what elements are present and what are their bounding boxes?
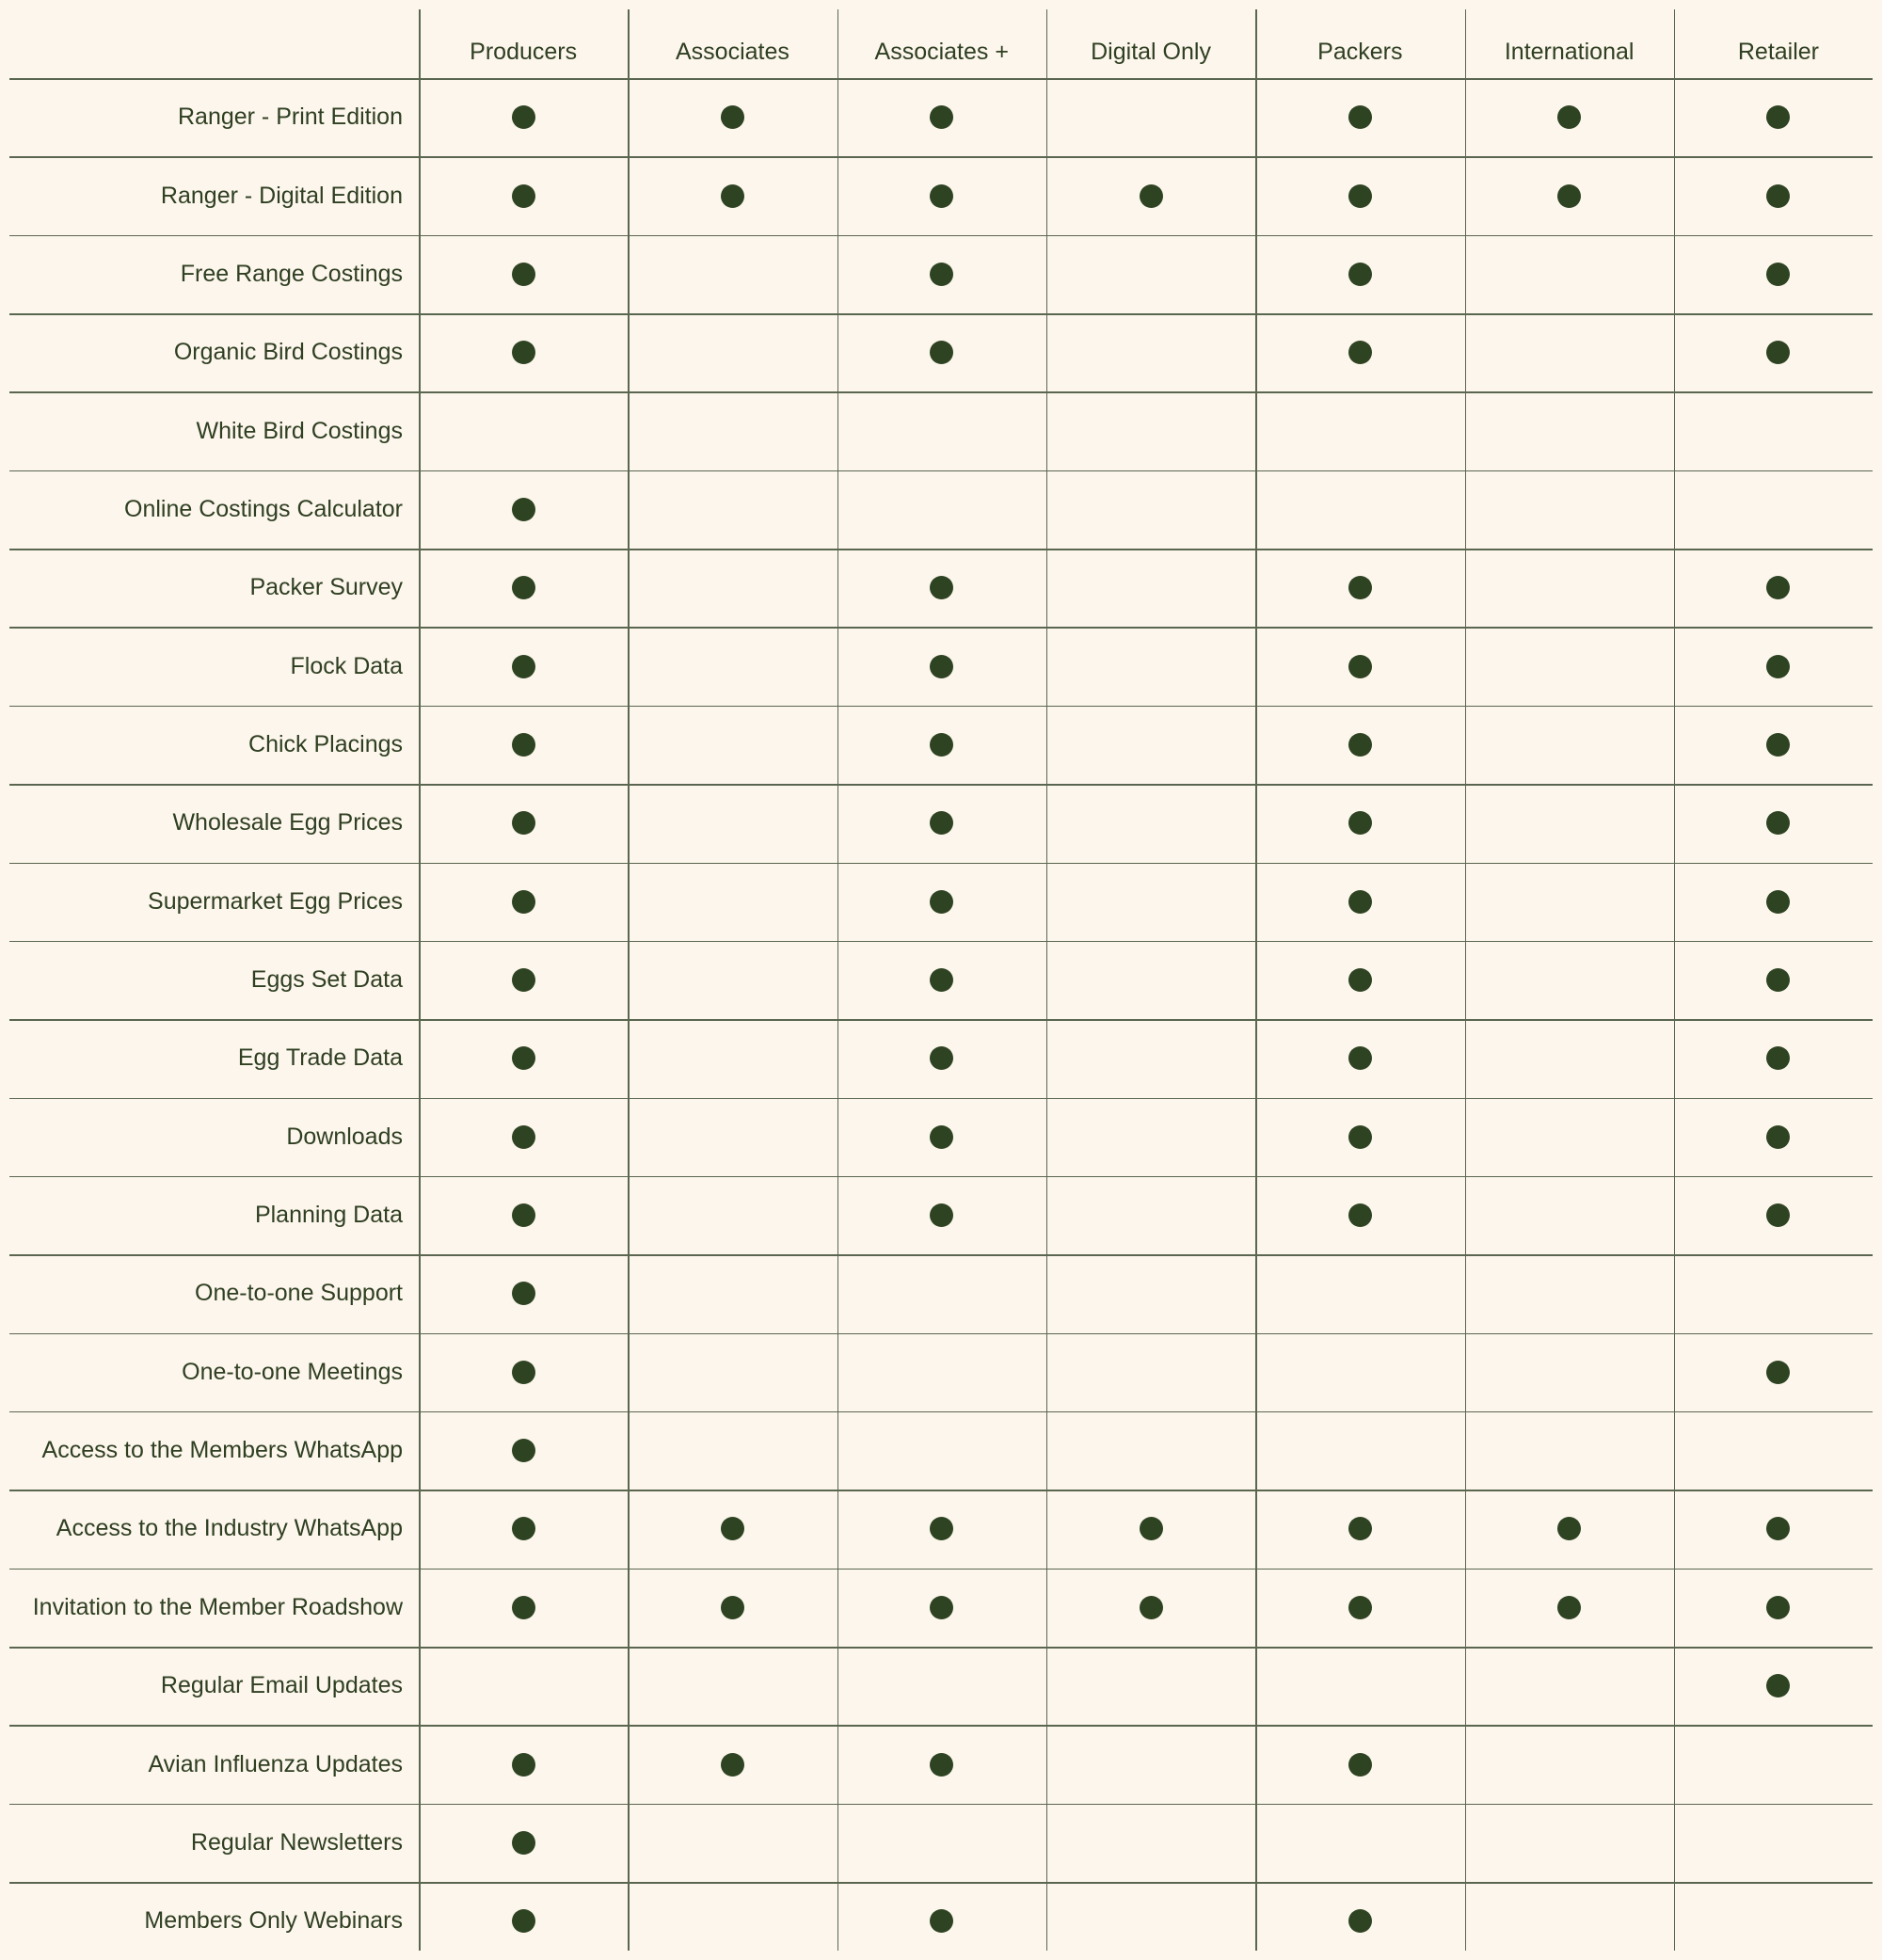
filled-circle-icon	[930, 968, 953, 992]
filled-circle-icon	[512, 105, 535, 129]
filled-circle-icon	[1140, 184, 1163, 208]
filled-circle-icon	[721, 1596, 744, 1619]
filled-circle-icon	[930, 890, 953, 914]
row-label: Access to the Industry WhatsApp	[56, 1515, 403, 1542]
filled-circle-icon	[512, 1046, 535, 1070]
filled-circle-icon	[512, 655, 535, 678]
filled-circle-icon	[1766, 105, 1790, 129]
filled-circle-icon	[1348, 184, 1372, 208]
filled-circle-icon	[930, 1517, 953, 1540]
row-label: Online Costings Calculator	[124, 495, 403, 522]
filled-circle-icon	[1348, 1203, 1372, 1227]
column-divider	[837, 9, 839, 1951]
filled-circle-icon	[1766, 1046, 1790, 1070]
filled-circle-icon	[512, 498, 535, 521]
filled-circle-icon	[930, 1125, 953, 1149]
row-label: Egg Trade Data	[237, 1044, 403, 1072]
filled-circle-icon	[930, 1203, 953, 1227]
filled-circle-icon	[512, 263, 535, 286]
filled-circle-icon	[1766, 968, 1790, 992]
filled-circle-icon	[1557, 105, 1581, 129]
filled-circle-icon	[1348, 1046, 1372, 1070]
filled-circle-icon	[1766, 655, 1790, 678]
filled-circle-icon	[512, 1831, 535, 1855]
row-label: White Bird Costings	[196, 417, 403, 444]
column-header: Producers	[470, 38, 578, 65]
row-label: Regular Email Updates	[160, 1672, 403, 1699]
filled-circle-icon	[512, 1753, 535, 1777]
filled-circle-icon	[1348, 655, 1372, 678]
filled-circle-icon	[1348, 1517, 1372, 1540]
column-divider	[1255, 9, 1257, 1951]
row-label: Packer Survey	[249, 574, 403, 601]
filled-circle-icon	[930, 263, 953, 286]
filled-circle-icon	[1348, 733, 1372, 757]
filled-circle-icon	[1766, 1203, 1790, 1227]
filled-circle-icon	[1766, 811, 1790, 835]
filled-circle-icon	[1348, 576, 1372, 599]
row-label: Flock Data	[290, 652, 403, 679]
column-header: Digital Only	[1091, 38, 1211, 65]
filled-circle-icon	[512, 576, 535, 599]
filled-circle-icon	[1140, 1517, 1163, 1540]
row-label: Chick Placings	[248, 730, 403, 757]
filled-circle-icon	[1348, 341, 1372, 364]
filled-circle-icon	[721, 1517, 744, 1540]
filled-circle-icon	[1557, 1596, 1581, 1619]
row-label: Eggs Set Data	[250, 966, 403, 994]
row-label: Ranger - Print Edition	[177, 104, 403, 131]
filled-circle-icon	[512, 1439, 535, 1462]
filled-circle-icon	[1766, 341, 1790, 364]
filled-circle-icon	[1348, 1596, 1372, 1619]
filled-circle-icon	[1348, 1909, 1372, 1933]
filled-circle-icon	[721, 1753, 744, 1777]
row-label: Invitation to the Member Roadshow	[32, 1593, 403, 1620]
filled-circle-icon	[512, 733, 535, 757]
filled-circle-icon	[1766, 1125, 1790, 1149]
filled-circle-icon	[512, 1282, 535, 1305]
column-divider	[1046, 9, 1048, 1951]
filled-circle-icon	[721, 184, 744, 208]
filled-circle-icon	[1766, 184, 1790, 208]
filled-circle-icon	[1557, 184, 1581, 208]
filled-circle-icon	[1348, 1753, 1372, 1777]
filled-circle-icon	[1766, 1517, 1790, 1540]
filled-circle-icon	[1766, 576, 1790, 599]
filled-circle-icon	[1766, 890, 1790, 914]
filled-circle-icon	[1348, 1125, 1372, 1149]
filled-circle-icon	[1348, 890, 1372, 914]
row-label: Members Only Webinars	[144, 1907, 403, 1935]
row-label: Wholesale Egg Prices	[172, 809, 403, 837]
row-label: Avian Influenza Updates	[148, 1750, 403, 1777]
row-label: Ranger - Digital Edition	[160, 182, 403, 209]
filled-circle-icon	[512, 1125, 535, 1149]
column-divider	[628, 9, 630, 1951]
filled-circle-icon	[1766, 1674, 1790, 1697]
filled-circle-icon	[1766, 263, 1790, 286]
filled-circle-icon	[512, 968, 535, 992]
filled-circle-icon	[512, 1517, 535, 1540]
filled-circle-icon	[930, 576, 953, 599]
filled-circle-icon	[930, 1909, 953, 1933]
filled-circle-icon	[930, 105, 953, 129]
filled-circle-icon	[1766, 1361, 1790, 1384]
row-label: Free Range Costings	[180, 260, 403, 287]
filled-circle-icon	[512, 184, 535, 208]
filled-circle-icon	[930, 1753, 953, 1777]
column-header: Retailer	[1737, 38, 1820, 65]
row-label: Downloads	[286, 1123, 403, 1150]
filled-circle-icon	[930, 184, 953, 208]
filled-circle-icon	[512, 811, 535, 835]
filled-circle-icon	[512, 1361, 535, 1384]
filled-circle-icon	[930, 655, 953, 678]
filled-circle-icon	[512, 890, 535, 914]
filled-circle-icon	[512, 1909, 535, 1933]
row-label: Supermarket Egg Prices	[148, 887, 403, 915]
row-label: Planning Data	[254, 1202, 403, 1229]
filled-circle-icon	[930, 341, 953, 364]
filled-circle-icon	[930, 1596, 953, 1619]
filled-circle-icon	[512, 1596, 535, 1619]
filled-circle-icon	[721, 105, 744, 129]
filled-circle-icon	[512, 1203, 535, 1227]
filled-circle-icon	[930, 811, 953, 835]
row-label: Access to the Members WhatsApp	[41, 1437, 403, 1464]
column-divider	[419, 9, 421, 1951]
row-label: One-to-one Support	[195, 1280, 403, 1307]
column-divider	[1465, 9, 1467, 1951]
filled-circle-icon	[1557, 1517, 1581, 1540]
column-header: International	[1504, 38, 1635, 65]
filled-circle-icon	[1140, 1596, 1163, 1619]
filled-circle-icon	[1348, 811, 1372, 835]
filled-circle-icon	[930, 733, 953, 757]
filled-circle-icon	[1348, 105, 1372, 129]
filled-circle-icon	[1766, 1596, 1790, 1619]
column-header: Packers	[1317, 38, 1403, 65]
column-divider	[1674, 9, 1676, 1951]
column-header: Associates	[676, 38, 789, 65]
row-label: One-to-one Meetings	[182, 1358, 403, 1385]
filled-circle-icon	[1348, 968, 1372, 992]
filled-circle-icon	[1348, 263, 1372, 286]
row-label: Regular Newsletters	[190, 1828, 403, 1856]
row-label: Organic Bird Costings	[173, 339, 403, 366]
filled-circle-icon	[512, 341, 535, 364]
filled-circle-icon	[1766, 733, 1790, 757]
filled-circle-icon	[930, 1046, 953, 1070]
column-header: Associates +	[874, 38, 1009, 65]
